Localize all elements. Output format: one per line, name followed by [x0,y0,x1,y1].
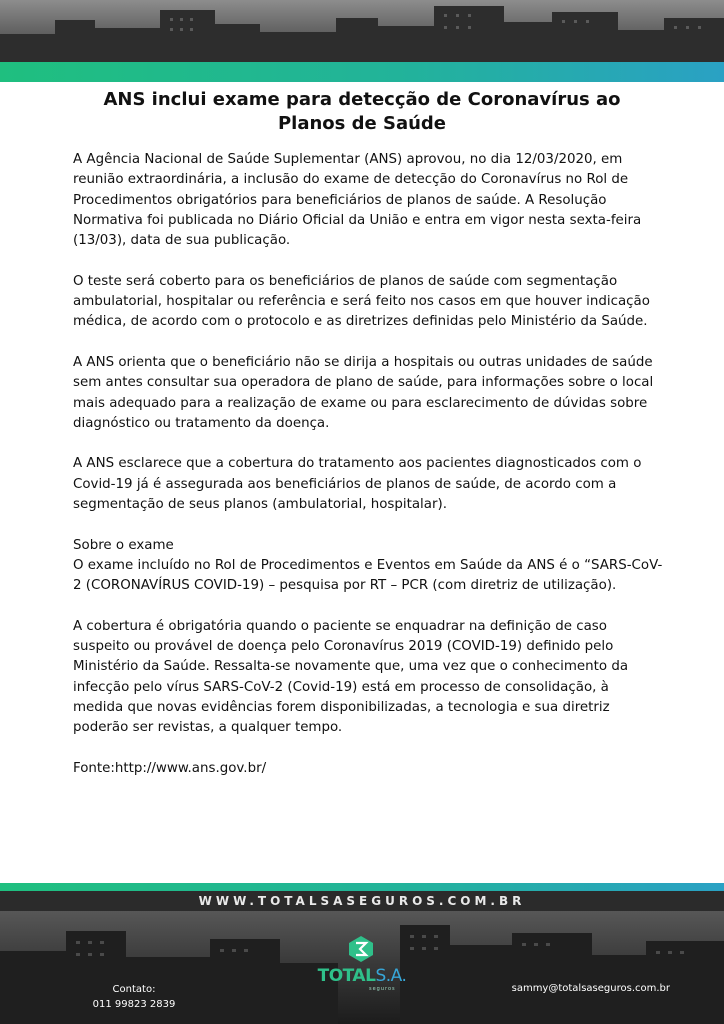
footer-accent-bar [0,883,724,891]
logo-subtitle: seguros [369,986,396,992]
header-city-photo [0,0,724,62]
paragraph: O teste será coberto para os beneficiários de planos de saúde com segmentação ambulatorial, hospitalar ou referência e será feito nos casos em que houver indicação médica, de acordo com o protocolo e as diretrizes definidas pelo Ministério da Saúde. [73,273,650,330]
page-title: ANS inclui exame para detecção de Coronavírus ao Planos de Saúde [103,89,621,134]
contact-label: Contato: [112,984,156,995]
coverage-paragraph: A cobertura é obrigatória quando o paciente se enquadrar na definição de caso suspeito ou provável de doença pelo Coronavírus 2019 (COVID-19) definido pelo Ministério da Saúde. Ressalta-se novamente que, uma vez que o conhecimento da infecção pelo vírus SARS-CoV-2 (Covid-19) está em processo de consolidação, à medida que novas evidências forem disponibilizadas, a tecnologia e sua diretriz poderão ser revistas, a qualquer tempo. [73,618,629,736]
logo-mark-icon [348,936,374,962]
logo-suffix: S.A. [375,966,407,986]
logo-wordmark [306,966,418,986]
contact-phone[interactable]: 011 99823 2839 [92,999,176,1010]
paragraph: A ANS orienta que o beneficiário não se dirija a hospitais ou outras unidades de saúde sem antes consultar sua operadora de plano de saúde, para informações sobre o local mais adequado para a realização de exame ou para esclarecimento de dúvidas sobre diagnóstico ou tratamento da doença. [73,354,654,431]
paragraph: A Agência Nacional de Saúde Suplementar (ANS) aprovou, no dia 12/03/2020, em reunião extraordinária, a inclusão do exame de detecção do Coronavírus no Rol de Procedimentos obrigatórios para beneficiários de planos de saúde. A Resolução Normativa foi publicada no Diário Oficial da União e entra em vigor nesta sexta-feira (13/03), data de sua publicação. [73,152,642,249]
header-accent-bar [0,62,724,82]
contact-email[interactable]: sammy@totalsaseguros.com.br [511,983,670,994]
logo-name: TOTAL [317,966,376,986]
source-link[interactable]: Fonte:http://www.ans.gov.br/ [73,760,267,776]
exam-heading: Sobre o exame [73,537,174,553]
contact-block [84,982,184,1012]
website-link[interactable]: WWW.TOTALSASEGUROS.COM.BR [0,891,724,911]
paragraph: A ANS esclarece que a cobertura do tratamento aos pacientes diagnosticados com o Covid-19 já é assegurada aos beneficiários de planos de saúde, de acordo com a segmentação de seus planos (ambulatorial, hospitalar). [73,456,642,513]
article-body [73,150,663,800]
exam-paragraph: O exame incluído no Rol de Procedimentos e Eventos em Saúde da ANS é o “SARS-CoV-2 (CORONAVÍRUS COVID-19) – pesquisa por RT – PCR (com diretriz de utilização). [73,557,663,594]
company-logo [306,936,418,996]
